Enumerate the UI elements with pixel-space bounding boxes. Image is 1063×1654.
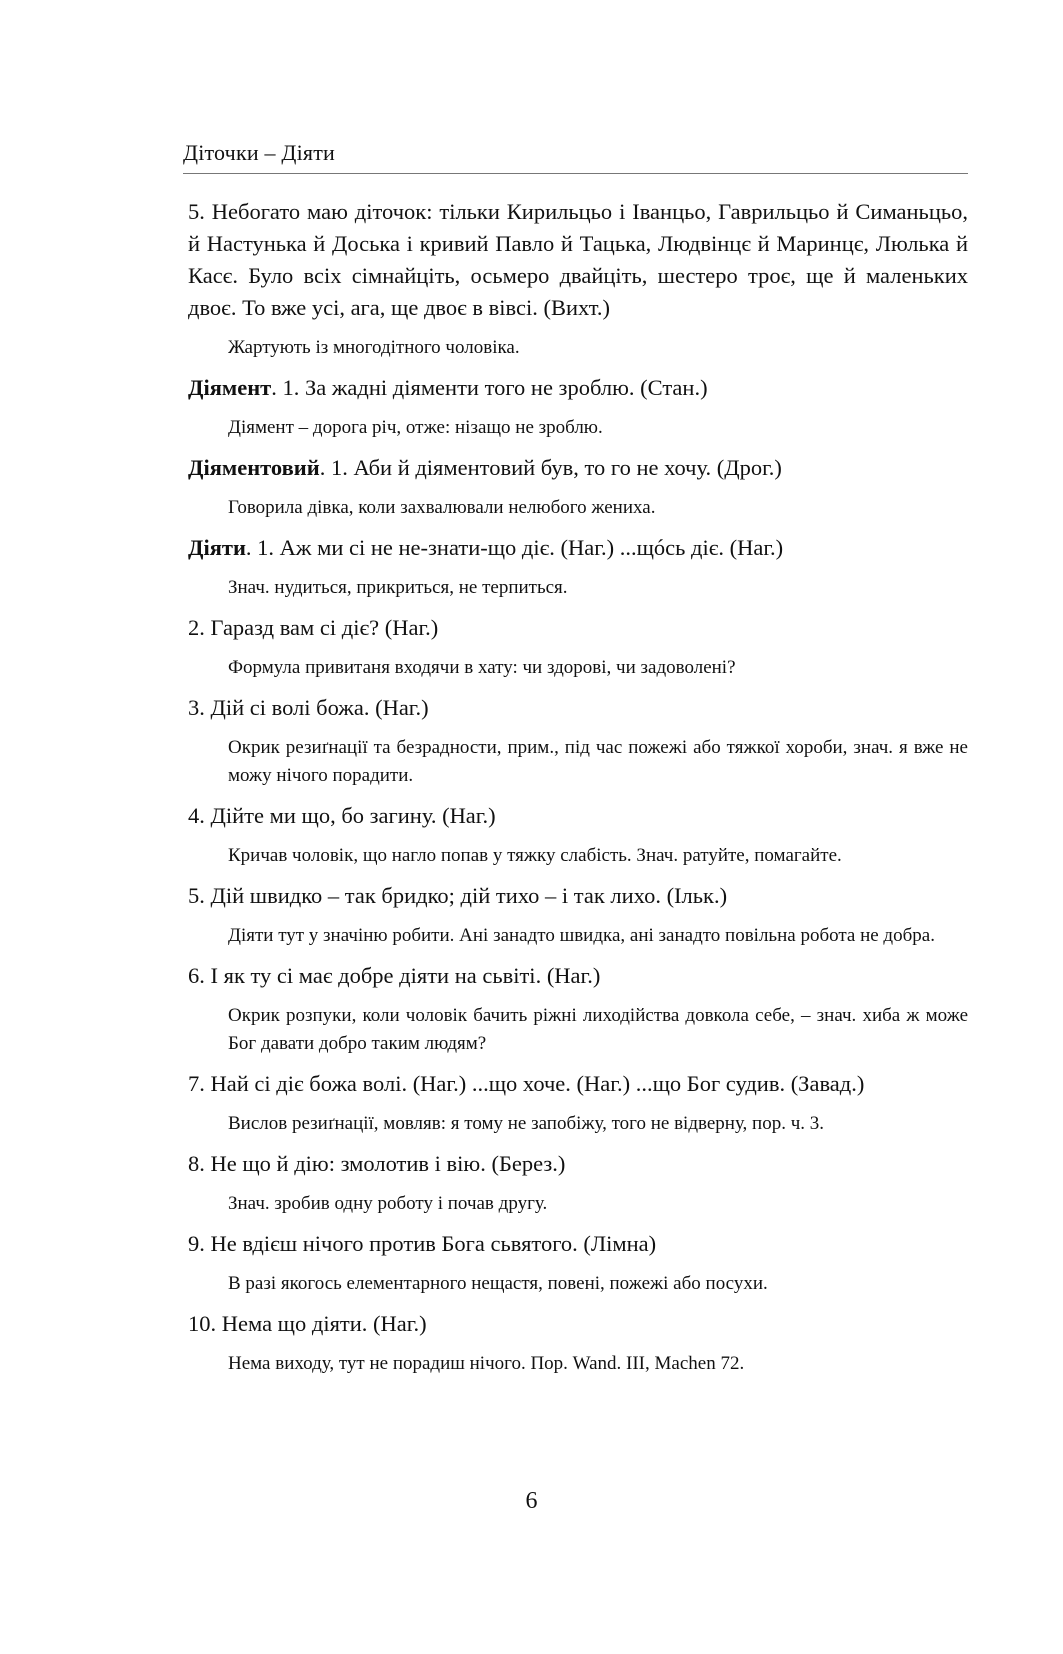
entry-text: 9. Не вдієш нічого против Бога сьвятого. (Лімна)	[188, 1231, 657, 1256]
entry-text: 8. Не що й дію: змолотив і вію. (Берез.)	[188, 1151, 566, 1176]
entry-text: 2. Гаразд вам сі діє? (Наг.)	[188, 615, 439, 640]
entry-12	[188, 1228, 968, 1298]
header-rule	[183, 173, 968, 174]
entry-text: 10. Нема що діяти. (Наг.)	[188, 1311, 427, 1336]
entry-text: 5. Небогато маю діточок: тільки Кирильцьо і Іванцьо, Гаврильцьо й Симаньцьо, й Настунька й Доська і кривий Павло й Тацька, Людвінцє й Маринцє, Люлька й Касє. Було всіх сімнайціть, осьмеро двайціть, шестеро троє, ще й маленьких двоє. То вже усі, ага, ще двоє в вівсі. (Вихт.)	[188, 199, 968, 320]
entry-13	[188, 1308, 968, 1378]
entry-6	[188, 692, 968, 790]
entry-7	[188, 800, 968, 870]
entry-gloss: Знач. зробив одну роботу і почав другу.	[228, 1193, 548, 1214]
entry-text: Діяментовий. 1. Аби й діяментовий був, то го не хочу. (Дрог.)	[188, 455, 782, 480]
entry-text: 6. І як ту сі має добре діяти на сьвіті. (Наг.)	[188, 963, 601, 988]
entry-11	[188, 1148, 968, 1218]
entry-gloss: Жартують із многодітного чоловіка.	[228, 337, 520, 358]
entry-text: 7. Най сі діє божа волі. (Наг.) ...що хоче. (Наг.) ...що Бог судив. (Завад.)	[188, 1071, 865, 1096]
page-number: 6	[525, 1488, 538, 1514]
entry-gloss: Говорила дівка, коли захвалювали нелюбого жениха.	[228, 497, 656, 518]
headword: Діяментовий	[188, 455, 320, 480]
entry-gloss: Окрик резиґнації та безрадности, прим., під час пожежі або тяжкої хороби, знач. я вже не можу нічого порадити.	[228, 737, 968, 786]
entry-text: Діяти. 1. Аж ми сі не не-знати-що діє. (Наг.) ...щóсь діє. (Наг.)	[188, 535, 784, 560]
entry-8	[188, 880, 968, 950]
entry-9	[188, 960, 968, 1058]
entry-gloss: Вислов резиґнації, мовляв: я тому не запобіжу, того не відверну, пор. ч. 3.	[228, 1113, 825, 1134]
entry-gloss: Кричав чоловік, що нагло попав у тяжку слабість. Знач. ратуйте, помагайте.	[228, 845, 842, 866]
entry-gloss: Діяти тут у значіню робити. Ані занадто швидка, ані занадто повільна робота не добра.	[228, 925, 935, 946]
entry-gloss: Окрик розпуки, коли чоловік бачить ріжні лиходійства довкола себе, – знач. хиба ж може Бог давати добро таким людям?	[228, 1005, 968, 1054]
entry-text: 5. Дій швидко – так бридко; дій тихо – і так лихо. (Ільк.)	[188, 883, 728, 908]
entry-2	[188, 372, 968, 442]
entry-5	[188, 612, 968, 682]
entry-text: 3. Дій сі волі божа. (Наг.)	[188, 695, 429, 720]
entry-10	[188, 1068, 968, 1138]
dictionary-entries	[188, 196, 968, 1388]
headword: Діямент	[188, 375, 272, 400]
entry-gloss: Діямент – дорога річ, отже: нізащо не зроблю.	[228, 417, 603, 438]
entry-gloss: Нема виходу, тут не порадиш нічого. Пор. Wand. III, Machen 72.	[228, 1353, 745, 1374]
entry-4	[188, 532, 968, 602]
entry-gloss: Формула привитаня входячи в хату: чи здорові, чи задоволені?	[228, 657, 736, 678]
headword: Діяти	[188, 535, 246, 560]
entry-1	[188, 196, 968, 362]
running-head: Діточки – Діяти	[183, 140, 336, 165]
entry-gloss: В разі якогось елементарного нещастя, повені, пожежі або посухи.	[228, 1273, 768, 1294]
entry-text: Діямент. 1. За жадні діяменти того не зроблю. (Стан.)	[188, 375, 708, 400]
entry-3	[188, 452, 968, 522]
entry-text: 4. Дійте ми що, бо загину. (Наг.)	[188, 803, 496, 828]
entry-gloss: Знач. нудиться, прикриться, не терпиться.	[228, 577, 568, 598]
